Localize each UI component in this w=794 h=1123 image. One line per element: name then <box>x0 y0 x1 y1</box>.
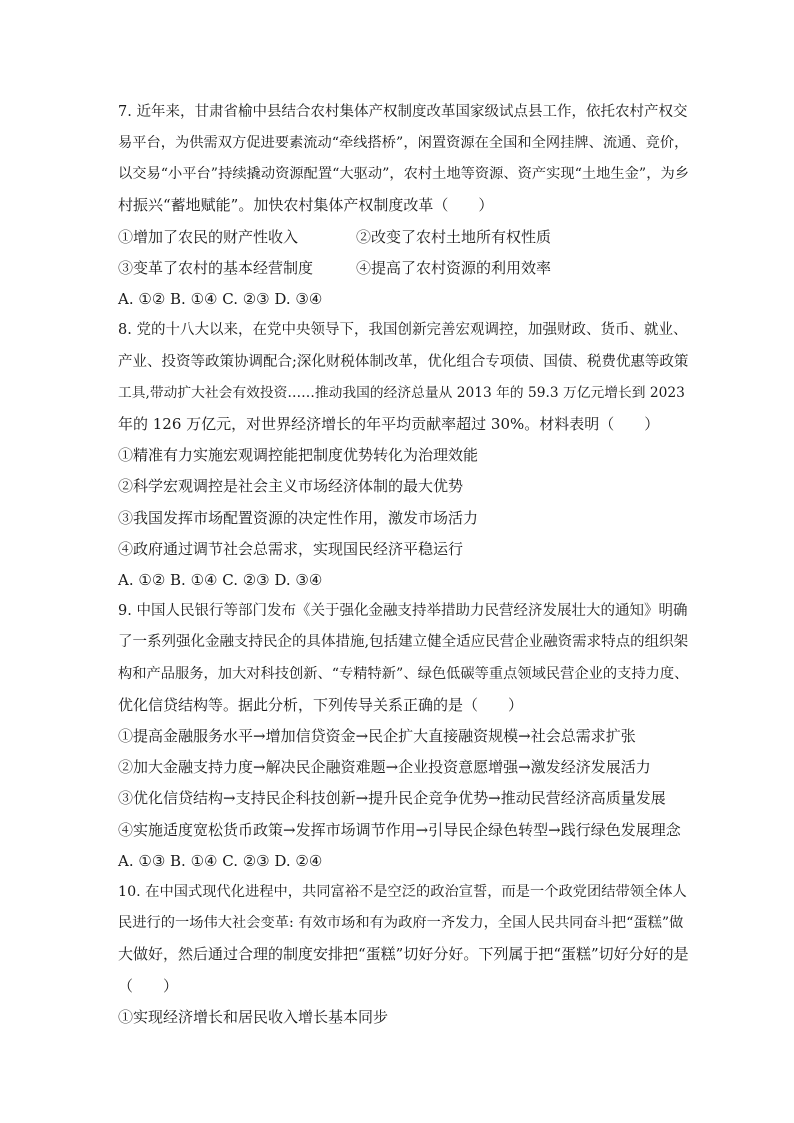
q9-stem-line-1: 9. 中国人民银行等部门发布《关于强化金融支持举措助力民营经济发展壮大的通知》明确 <box>118 603 688 619</box>
q8-option-4: ④政府通过调节社会总需求，实现国民经济平稳运行 <box>118 540 464 558</box>
q9-option-2: ②加大金融支持力度→解决民企融资难题→企业投资意愿增强→激发经济发展活力 <box>118 758 651 776</box>
q7-option-2: ②改变了农村土地所有权性质 <box>356 228 552 246</box>
q9-answer-choices: A. ①③ B. ①④ C. ②③ D. ②④ <box>118 852 323 870</box>
q8-option-1: ①精准有力实施宏观调控能把制度优势转化为治理效能 <box>118 446 479 464</box>
q7-option-3: ③变革了农村的基本经营制度 <box>118 259 314 277</box>
q9-stem-line-3: 构和产品服务，加大对科技创新、“专精特新”、绿色低碳等重点领域民营企业的支持力度、 <box>118 666 689 682</box>
q7-stem-line-1: 7. 近年来，甘肃省榆中县结合农村集体产权制度改革国家级试点县工作，依托农村产权交 <box>118 104 688 120</box>
q10-stem-line-1: 10. 在中国式现代化进程中，共同富裕不是空泛的政治宣誓，而是一个政党团结带领全体人 <box>118 884 687 900</box>
q8-answer-choices: A. ①② B. ①④ C. ②③ D. ③④ <box>118 571 323 589</box>
q8-stem-line-2: 产业、投资等政策协调配合;深化财税体制改革，优化组合专项债、国债、税费优惠等政策 <box>118 354 689 370</box>
q10-stem-line-3: 大做好，然后通过合理的制度安排把“蛋糕”切好分好。下列属于把“蛋糕”切好分好的是 <box>118 945 689 963</box>
q8-stem-line-4: 年的 126 万亿元，对世界经济增长的年平均贡献率超过 30%。材料表明（ ） <box>118 415 660 433</box>
q8-stem-line-1: 8. 党的十八大以来，在党中央领导下，我国创新完善宏观调控，加强财政、货币、就业、 <box>118 322 688 338</box>
q10-option-1: ①实现经济增长和居民收入增长基本同步 <box>118 1008 389 1026</box>
q9-stem-line-4: 优化信贷结构等。据此分析，下列传导关系正确的是（ ） <box>118 696 524 714</box>
q8-stem-line-3: 工具,带动扩大社会有效投资……推动我国的经济总量从 2013 年的 59.3 万亿元增长到 2023 <box>118 385 685 401</box>
q7-stem-line-4: 村振兴“蓄地赋能”。加快农村集体产权制度改革（ ） <box>118 196 494 214</box>
q7-stem-line-3: 以交易“小平台”持续撬动资源配置“大驱动”，农村土地等资源、资产实现“土地生金”，为乡 <box>118 166 689 182</box>
q8-option-2: ②科学宏观调控是社会主义市场经济体制的最大优势 <box>118 477 464 495</box>
q9-option-3: ③优化信贷结构→支持民企科技创新→提升民企竞争优势→推动民营经济高质量发展 <box>118 789 666 807</box>
q10-stem-line-4: （ ） <box>118 977 179 995</box>
q9-option-1: ①提高金融服务水平→增加信贷资金→民企扩大直接融资规模→社会总需求扩张 <box>118 727 636 745</box>
q9-stem-line-2: 了一系列强化金融支持民企的具体措施,包括建立健全适应民营企业融资需求特点的组织架 <box>118 634 689 650</box>
q7-option-4: ④提高了农村资源的利用效率 <box>356 259 552 277</box>
q7-stem-line-2: 易平台，为供需双方促进要素流动“牵线搭桥”，闲置资源在全国和全网挂牌、流通、竞价， <box>118 135 689 151</box>
q10-stem-line-2: 民进行的一场伟大社会变革: 有效市场和有为政府一齐发力，全国人民共同奋斗把“蛋糕”做 <box>118 915 684 931</box>
q8-option-3: ③我国发挥市场配置资源的决定性作用，激发市场活力 <box>118 509 479 527</box>
q7-option-1: ①增加了农民的财产性收入 <box>118 228 299 246</box>
q9-option-4: ④实施适度宽松货币政策→发挥市场调节作用→引导民企绿色转型→践行绿色发展理念 <box>118 821 681 839</box>
q7-answer-choices: A. ①② B. ①④ C. ②③ D. ③④ <box>118 290 323 308</box>
